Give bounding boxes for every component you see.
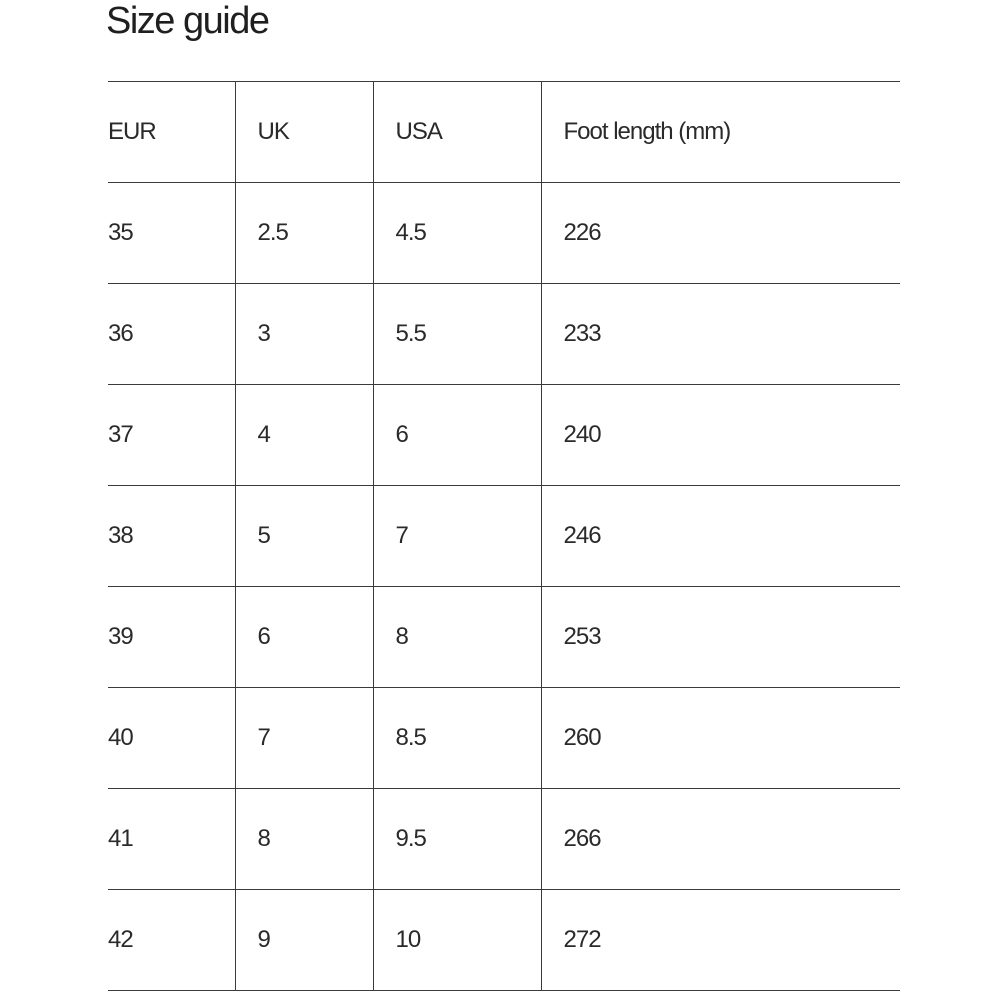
- cell-usa: 10: [373, 890, 541, 991]
- cell-uk: 6: [235, 587, 373, 688]
- cell-foot-length: 233: [541, 284, 900, 385]
- cell-eur: 38: [108, 486, 235, 587]
- cell-eur: 40: [108, 688, 235, 789]
- cell-eur: 37: [108, 385, 235, 486]
- cell-eur: 41: [108, 789, 235, 890]
- table-row: [108, 688, 900, 789]
- cell-foot-length: 272: [541, 890, 900, 991]
- header-foot-length: Foot length (mm): [541, 82, 900, 183]
- cell-foot-length: 253: [541, 587, 900, 688]
- cell-usa: 9.5: [373, 789, 541, 890]
- header-eur: EUR: [108, 82, 235, 183]
- cell-usa: 5.5: [373, 284, 541, 385]
- table-row: [108, 385, 900, 486]
- page-title: Size guide: [106, 0, 269, 42]
- cell-foot-length: 246: [541, 486, 900, 587]
- cell-eur: 35: [108, 183, 235, 284]
- header-uk: UK: [235, 82, 373, 183]
- table-row: [108, 789, 900, 890]
- size-guide-table: [108, 81, 900, 991]
- table-body: [108, 183, 900, 991]
- table-row: [108, 587, 900, 688]
- table-row: [108, 284, 900, 385]
- cell-usa: 8: [373, 587, 541, 688]
- header-usa: USA: [373, 82, 541, 183]
- cell-foot-length: 260: [541, 688, 900, 789]
- cell-foot-length: 266: [541, 789, 900, 890]
- cell-eur: 39: [108, 587, 235, 688]
- cell-uk: 8: [235, 789, 373, 890]
- table-row: [108, 183, 900, 284]
- header-row: [108, 82, 900, 183]
- cell-foot-length: 226: [541, 183, 900, 284]
- cell-usa: 8.5: [373, 688, 541, 789]
- cell-uk: 4: [235, 385, 373, 486]
- cell-foot-length: 240: [541, 385, 900, 486]
- cell-usa: 6: [373, 385, 541, 486]
- cell-eur: 36: [108, 284, 235, 385]
- cell-uk: 5: [235, 486, 373, 587]
- cell-usa: 4.5: [373, 183, 541, 284]
- table-header: [108, 82, 900, 183]
- table-row: [108, 486, 900, 587]
- cell-usa: 7: [373, 486, 541, 587]
- table-row: [108, 890, 900, 991]
- cell-uk: 3: [235, 284, 373, 385]
- cell-uk: 9: [235, 890, 373, 991]
- cell-eur: 42: [108, 890, 235, 991]
- cell-uk: 7: [235, 688, 373, 789]
- cell-uk: 2.5: [235, 183, 373, 284]
